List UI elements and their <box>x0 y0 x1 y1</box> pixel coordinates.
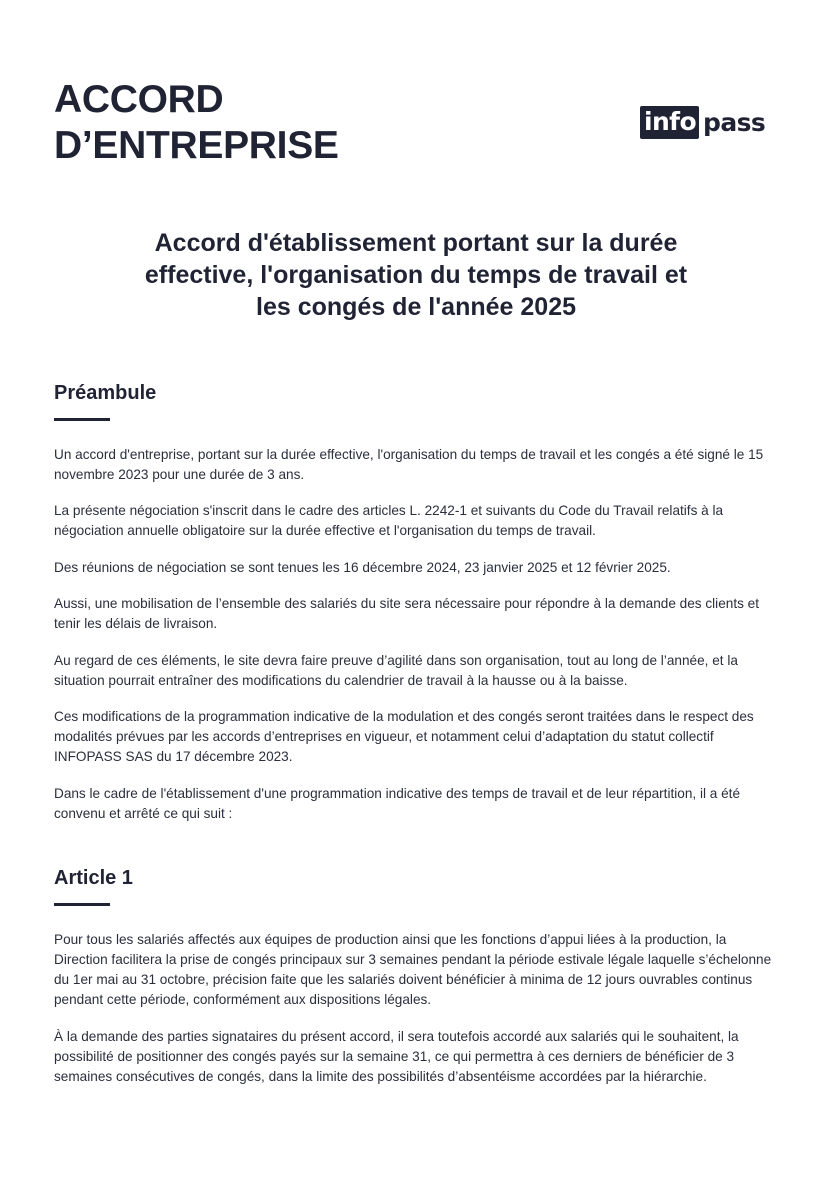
preambule-paragraph: Ces modifications de la programmation indicative de la modulation et des congés seront traitées dans le respect des modalités prévues par les accords d’entreprises en vigueur, et notamment celui d’adaptation du statut collectif INFOPASS SAS du 17 décembre 2023. <box>54 709 754 764</box>
preambule-paragraph: Au regard de ces éléments, le site devra faire preuve d’agilité dans son organisation, tout au long de l’année, et la situation pourrait entraîner des modifications du calendrier de travail à la hausse ou à la baisse. <box>54 653 738 688</box>
preambule-paragraph: La présente négociation s'inscrit dans le cadre des articles L. 2242-1 et suivants du Code du Travail relatifs à la négociation annuelle obligatoire sur la durée effective et l'organisation du temps de travail. <box>54 503 724 538</box>
section-divider-article-1 <box>54 903 110 906</box>
article-1-paragraph: Pour tous les salariés affectés aux équipes de production ainsi que les fonctions d’appui liées à la production, la Direction facilitera la prise de congés principaux sur 3 semaines pendant la période estivale légale laquelle s’échelonne du 1er mai au 31 octobre, précision faite que les salariés doivent bénéficier à minima de 12 jours ouvrables continus pendant cette période, conformément aux dispositions légales. <box>54 932 772 1007</box>
document-type-heading <box>54 77 339 169</box>
section-title-preambule: Préambule <box>54 382 157 404</box>
logo-box-text: info <box>640 106 699 139</box>
preambule-paragraph: Dans le cadre de l'établissement d'une programmation indicative des temps de travail et de leur répartition, il a été convenu et arrêté ce qui suit : <box>54 786 740 821</box>
document-title-line-2: effective, l'organisation du temps de travail et <box>144 261 688 289</box>
section-title-article-1: Article 1 <box>54 867 133 889</box>
company-logo <box>640 106 765 139</box>
document-title-line-3: les congés de l'année 2025 <box>256 293 576 321</box>
heading-line-1: ACCORD <box>54 78 224 121</box>
section-divider-preambule <box>54 418 110 421</box>
document-title <box>100 227 732 323</box>
preambule-paragraph: Aussi, une mobilisation de l’ensemble des salariés du site sera nécessaire pour répondre à la demande des clients et tenir les délais de livraison. <box>54 596 760 631</box>
preambule-paragraph: Un accord d'entreprise, portant sur la durée effective, l'organisation du temps de travail et les congés a été signé le 15 novembre 2023 pour une durée de 3 ans. <box>54 447 764 482</box>
preambule-paragraph: Des réunions de négociation se sont tenues les 16 décembre 2024, 23 janvier 2025 et 12 février 2025. <box>54 560 671 575</box>
logo-text: pass <box>703 107 766 137</box>
document-title-line-1: Accord d'établissement portant sur la durée <box>154 229 678 257</box>
article-1-paragraph: À la demande des parties signataires du présent accord, il sera toutefois accordé aux salariés qui le souhaitent, la possibilité de positionner des congés payés sur la semaine 31, ce qui permettra à ces derniers de bénéficier de 3 semaines consécutives de congés, dans la limite des possibilités d’absentéisme accordées par la hiérarchie. <box>54 1029 739 1084</box>
heading-line-2: D’ENTREPRISE <box>54 124 339 167</box>
